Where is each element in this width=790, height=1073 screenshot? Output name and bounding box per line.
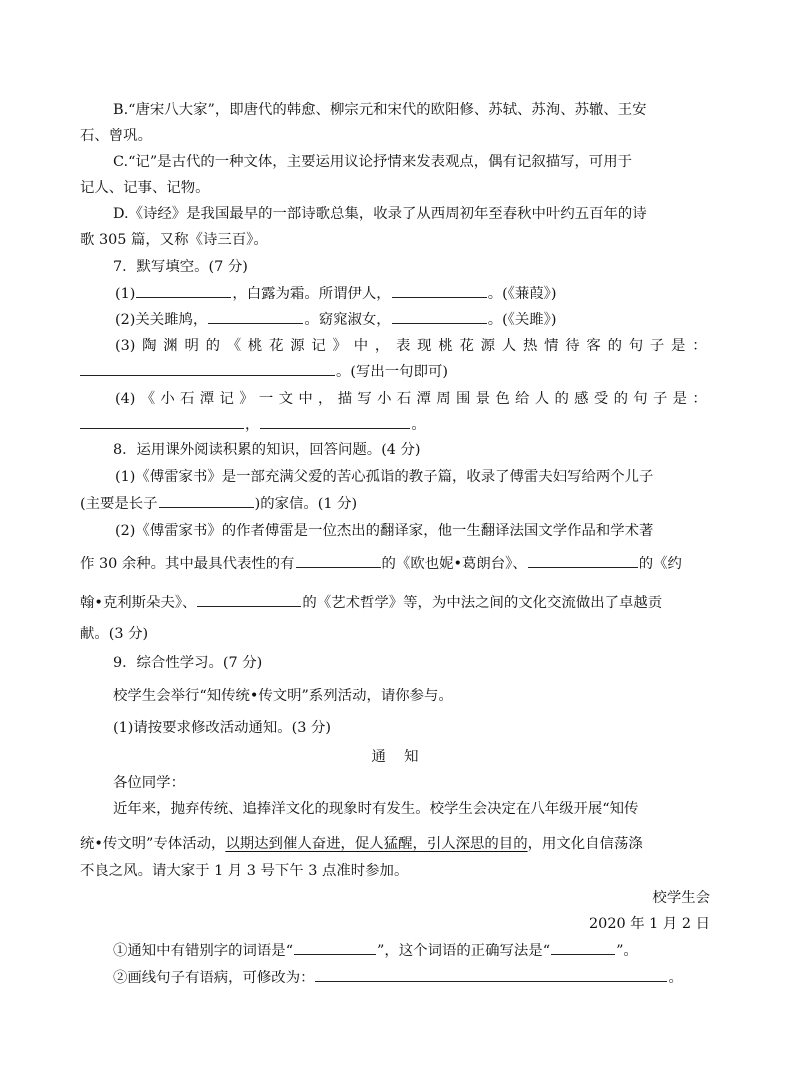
q8-part2-line3: 翰•克利斯朵夫》、 的《艺术哲学》等，为中法之间的文化交流做出了卓越贡 <box>80 592 662 613</box>
q8-part1-line2: (主要是长子 )的家信。(1 分) <box>80 493 357 514</box>
q7-part4-char: 》 <box>239 391 254 407</box>
q7-part4-char: 描 <box>337 391 353 407</box>
q7-part4-char: 围 <box>455 391 471 407</box>
q7-part3-char: 《 <box>226 338 242 354</box>
q9-blank-1[interactable] <box>294 940 376 955</box>
q7-part4-char: 小 <box>160 391 175 407</box>
q7-blank-5[interactable] <box>80 361 335 376</box>
q7-part4-char: 记 <box>219 391 234 407</box>
q7-blank-4[interactable] <box>392 309 487 324</box>
q8-part2-line4: 献。(3 分) <box>80 626 149 642</box>
q8-part2-line1: (2)《傅雷家书》的作者傅雷是一位杰出的翻译家，他一生翻译法国文学作品和学术著 <box>115 523 654 539</box>
q7-part3-char: 陶 <box>142 338 157 354</box>
q7-part4-char: ： <box>692 391 707 407</box>
q7-part4-line2: ， 。 <box>80 414 426 435</box>
notice-signer: 校学生会 <box>652 890 710 906</box>
q7-part4-char: 人 <box>534 391 550 407</box>
q9-subq1: ①通知中有错别字的词语是“ ”，这个词语的正确写法是“ ”。 <box>113 940 638 961</box>
q7-part4-char: 的 <box>613 391 628 407</box>
q7-part3-char: 明 <box>184 338 199 354</box>
q7-part4-char: 子 <box>652 391 668 407</box>
q7-part4-char: 中 <box>298 391 313 407</box>
q7-part3-char: 桃 <box>438 338 453 354</box>
q9-part1: (1)请按要求修改活动通知。(3 分) <box>113 720 332 736</box>
q8-blank-2[interactable] <box>296 553 381 568</box>
q8-blank-4[interactable] <box>197 592 301 607</box>
q7-part3-char: 》 <box>332 338 347 354</box>
q9-title: 9．综合性学习。(7 分) <box>113 655 263 671</box>
q7-part4-char: 潭 <box>199 391 215 407</box>
q7-part3-line2: 。(写出一句即可) <box>80 361 448 382</box>
q7-part4-char: 写 <box>357 391 372 407</box>
q7-part3-char: 源 <box>480 338 496 354</box>
q7-part3-char: ： <box>692 338 707 354</box>
q7-part3-char: 源 <box>290 338 305 354</box>
option-c-line1: C.“记”是古代的一种文体，主要运用议论抒情来发表观点，偶有记叙描写，可用于 <box>113 154 633 170</box>
q7-part3-line1 <box>115 336 707 356</box>
q7-part3-char: 花 <box>459 338 474 354</box>
q7-part4-char: 《 <box>140 391 156 407</box>
q7-part4-char: 小 <box>377 391 392 407</box>
option-c-line2: 记人、记事、记物。 <box>80 180 210 196</box>
q7-blank-1[interactable] <box>136 283 231 298</box>
notice-body-line3: 不良之风。请大家于 1 月 3 号下午 3 点准时参加。 <box>80 863 409 879</box>
q7-blank-6[interactable] <box>80 414 244 429</box>
q7-part3-char: 的 <box>607 338 622 354</box>
q7-part4-char: 句 <box>633 391 648 407</box>
q9-blank-2[interactable] <box>551 940 615 955</box>
q7-part3-char: 的 <box>205 338 221 354</box>
q7-part4-line1 <box>115 389 707 409</box>
q7-part3-char: 情 <box>544 338 559 354</box>
notice-title: 通 知 <box>371 749 419 765</box>
q8-blank-3[interactable] <box>528 553 638 568</box>
q8-blank-1[interactable] <box>159 493 254 508</box>
q7-part3-char: 是 <box>671 338 686 354</box>
q9-subq2: ②画线句子有语病，可修改为： 。 <box>113 967 683 988</box>
q7-blank-3[interactable] <box>208 309 303 324</box>
option-b-line2: 石、曾巩。 <box>80 128 152 144</box>
q7-part3-char: 子 <box>649 338 665 354</box>
q7-part2: (2)关关雎鸠， 。窈窕淑女， 。(《关雎》) <box>115 309 557 330</box>
q7-part3-char: 表 <box>396 338 411 354</box>
notice-body-line2: 统•传文明”专体活动，以期达到催人奋进，促人猛醒，引人深思的目的，用文化自信荡涤 <box>80 836 643 852</box>
q7-part4-char: 周 <box>436 391 451 407</box>
q7-part3-char: 人 <box>501 338 517 354</box>
q7-part4-char: (4) <box>115 391 136 407</box>
q7-part4-char: 的 <box>554 391 569 407</box>
q7-part4-char: 受 <box>593 391 609 407</box>
q8-part2-line2: 作 30 余种。其中最具代表性的有 的《欧也妮•葛朗台》、 的《约 <box>80 553 682 574</box>
q7-part4-char: 是 <box>672 391 688 407</box>
q7-part4-char: 感 <box>574 391 589 407</box>
q7-part3-char: (3) <box>115 338 136 354</box>
q7-part3-char: 客 <box>586 338 601 354</box>
notice-date: 2020 年 1 月 2 日 <box>589 916 710 932</box>
q7-part3-char: 渊 <box>163 338 178 354</box>
q7-part4-char: ， <box>318 391 333 407</box>
q7-part4-char: 色 <box>495 391 510 407</box>
q7-part4-char: 潭 <box>416 391 431 407</box>
option-d-line2: 歌 305 篇，又称《诗三百》。 <box>80 232 268 248</box>
q7-part4-char: 石 <box>180 391 195 407</box>
q7-part3-char: 现 <box>417 338 432 354</box>
notice-body-line1: 近年来，抛弃传统、追捧洋文化的现象时有发生。校学生会决定在八年级开展“知传 <box>113 801 639 817</box>
q7-part3-char: 句 <box>628 338 644 354</box>
q7-part3-char: 中 <box>353 338 369 354</box>
notice-salutation: 各位同学： <box>113 775 185 791</box>
q7-part4-char: 一 <box>258 391 274 407</box>
q7-part4-char: 给 <box>515 391 530 407</box>
q7-part4-char: 石 <box>396 391 412 407</box>
q7-part4-char: 景 <box>475 391 491 407</box>
q7-part3-char: 待 <box>565 338 580 354</box>
q7-part3-char: 桃 <box>247 338 263 354</box>
q7-title: 7．默写填空。(7 分) <box>113 259 248 275</box>
q7-blank-2[interactable] <box>392 283 487 298</box>
q7-part3-char: 热 <box>522 338 538 354</box>
q7-part3-char: 花 <box>269 338 284 354</box>
option-b-line1: B.“唐宋八大家”，即唐代的韩愈、柳宗元和宋代的欧阳修、苏轼、苏洵、苏辙、王安 <box>113 102 647 118</box>
q7-part3-char: 记 <box>311 338 326 354</box>
q7-part1: (1) ，白露为霜。所谓伊人， 。(《蒹葭》) <box>115 283 557 304</box>
q9-intro: 校学生会举行“知传统•传文明”系列活动，请你参与。 <box>113 688 453 704</box>
underlined-sentence: 以期达到催人奋进，促人猛醒，引人深思的目的 <box>225 836 528 852</box>
q8-part1-line1: (1)《傅雷家书》是一部充满父爱的苦心孤诣的教子篇，收录了傅雷夫妇写给两个儿子 <box>115 469 654 485</box>
option-d-line1: D.《诗经》是我国最早的一部诗歌总集，收录了从西周初年至春秋中叶约五百年的诗 <box>113 206 647 222</box>
q8-title: 8．运用课外阅读积累的知识，回答问题。(4 分) <box>113 442 421 458</box>
q9-blank-3[interactable] <box>315 967 667 982</box>
q7-part4-char: 文 <box>278 391 294 407</box>
q7-part3-char: ， <box>374 338 390 354</box>
q7-blank-7[interactable] <box>260 414 410 429</box>
